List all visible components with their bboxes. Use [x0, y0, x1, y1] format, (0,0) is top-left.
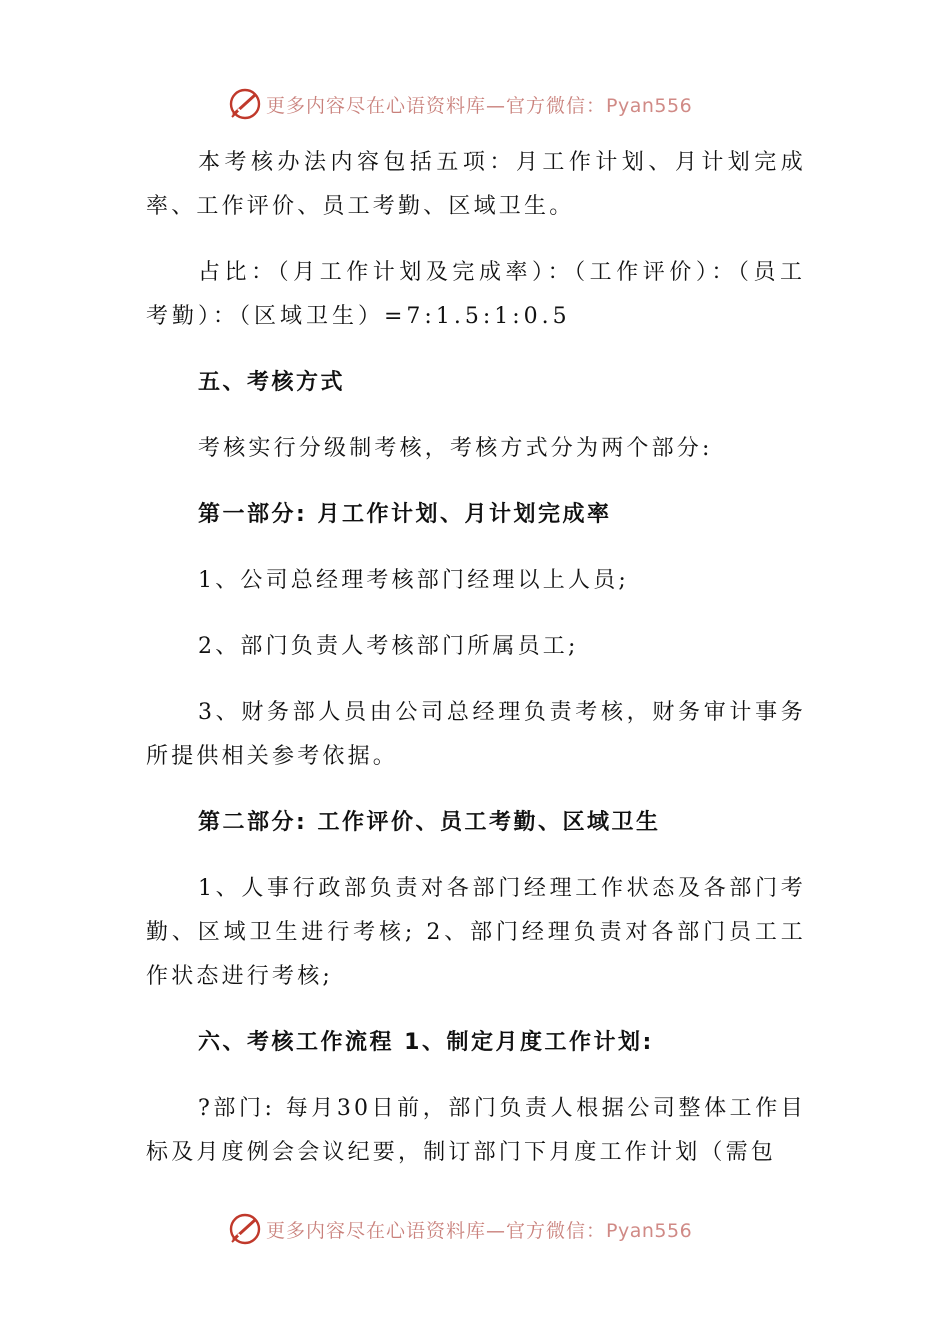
list-item-1: 1、公司总经理考核部门经理以上人员; — [198, 568, 630, 593]
list-item-2: 2、部门负责人考核部门所属员工; — [198, 634, 579, 659]
watermark-wechat-id: Pyan556 — [606, 1219, 693, 1242]
heading-workflow: 六、考核工作流程 1、制定月度工作计划: — [198, 1030, 654, 1055]
watermark-footer — [228, 1211, 692, 1247]
list-item-3: 3、财务部人员由公司总经理负责考核，财务审计事务所提供相关参考依据。 — [146, 700, 806, 769]
pen-logo-icon — [228, 1212, 262, 1246]
watermark-text: 更多内容尽在心语资料库—官方微信：Pyan556 — [266, 1219, 693, 1242]
watermark-text: 更多内容尽在心语资料库—官方微信：Pyan556 — [266, 94, 693, 117]
paragraph-part-two-items: 1、人事行政部负责对各部门经理工作状态及各部门考勤、区域卫生进行考核; 2、部门经理负责对各部门员工工作状态进行考核; — [146, 876, 806, 989]
paragraph-method-intro: 考核实行分级制考核，考核方式分为两个部分: — [198, 436, 713, 461]
heading-part-one: 第一部分: 月工作计划、月计划完成率 — [198, 502, 612, 527]
heading-part-two: 第二部分: 工作评价、员工考勤、区域卫生 — [198, 810, 661, 835]
watermark-wechat-id: Pyan556 — [606, 94, 693, 117]
pen-logo-icon — [228, 87, 262, 121]
paragraph-contents: 本考核办法内容包括五项：月工作计划、月计划完成率、工作评价、员工考勤、区域卫生。 — [146, 150, 806, 219]
heading-assessment-method: 五、考核方式 — [198, 370, 346, 395]
paragraph-ratio: 占比：（月工作计划及完成率）：（工作评价）：（员工考勤）：（区域卫生）=7:1.5:1:0.5 — [146, 260, 806, 329]
document-body — [146, 141, 806, 1197]
paragraph-department-plan: ?部门: 每月30日前，部门负责人根据公司整体工作目标及月度例会会议纪要，制订部门下月度工作计划（需包 — [146, 1096, 806, 1165]
watermark-header — [228, 86, 692, 122]
